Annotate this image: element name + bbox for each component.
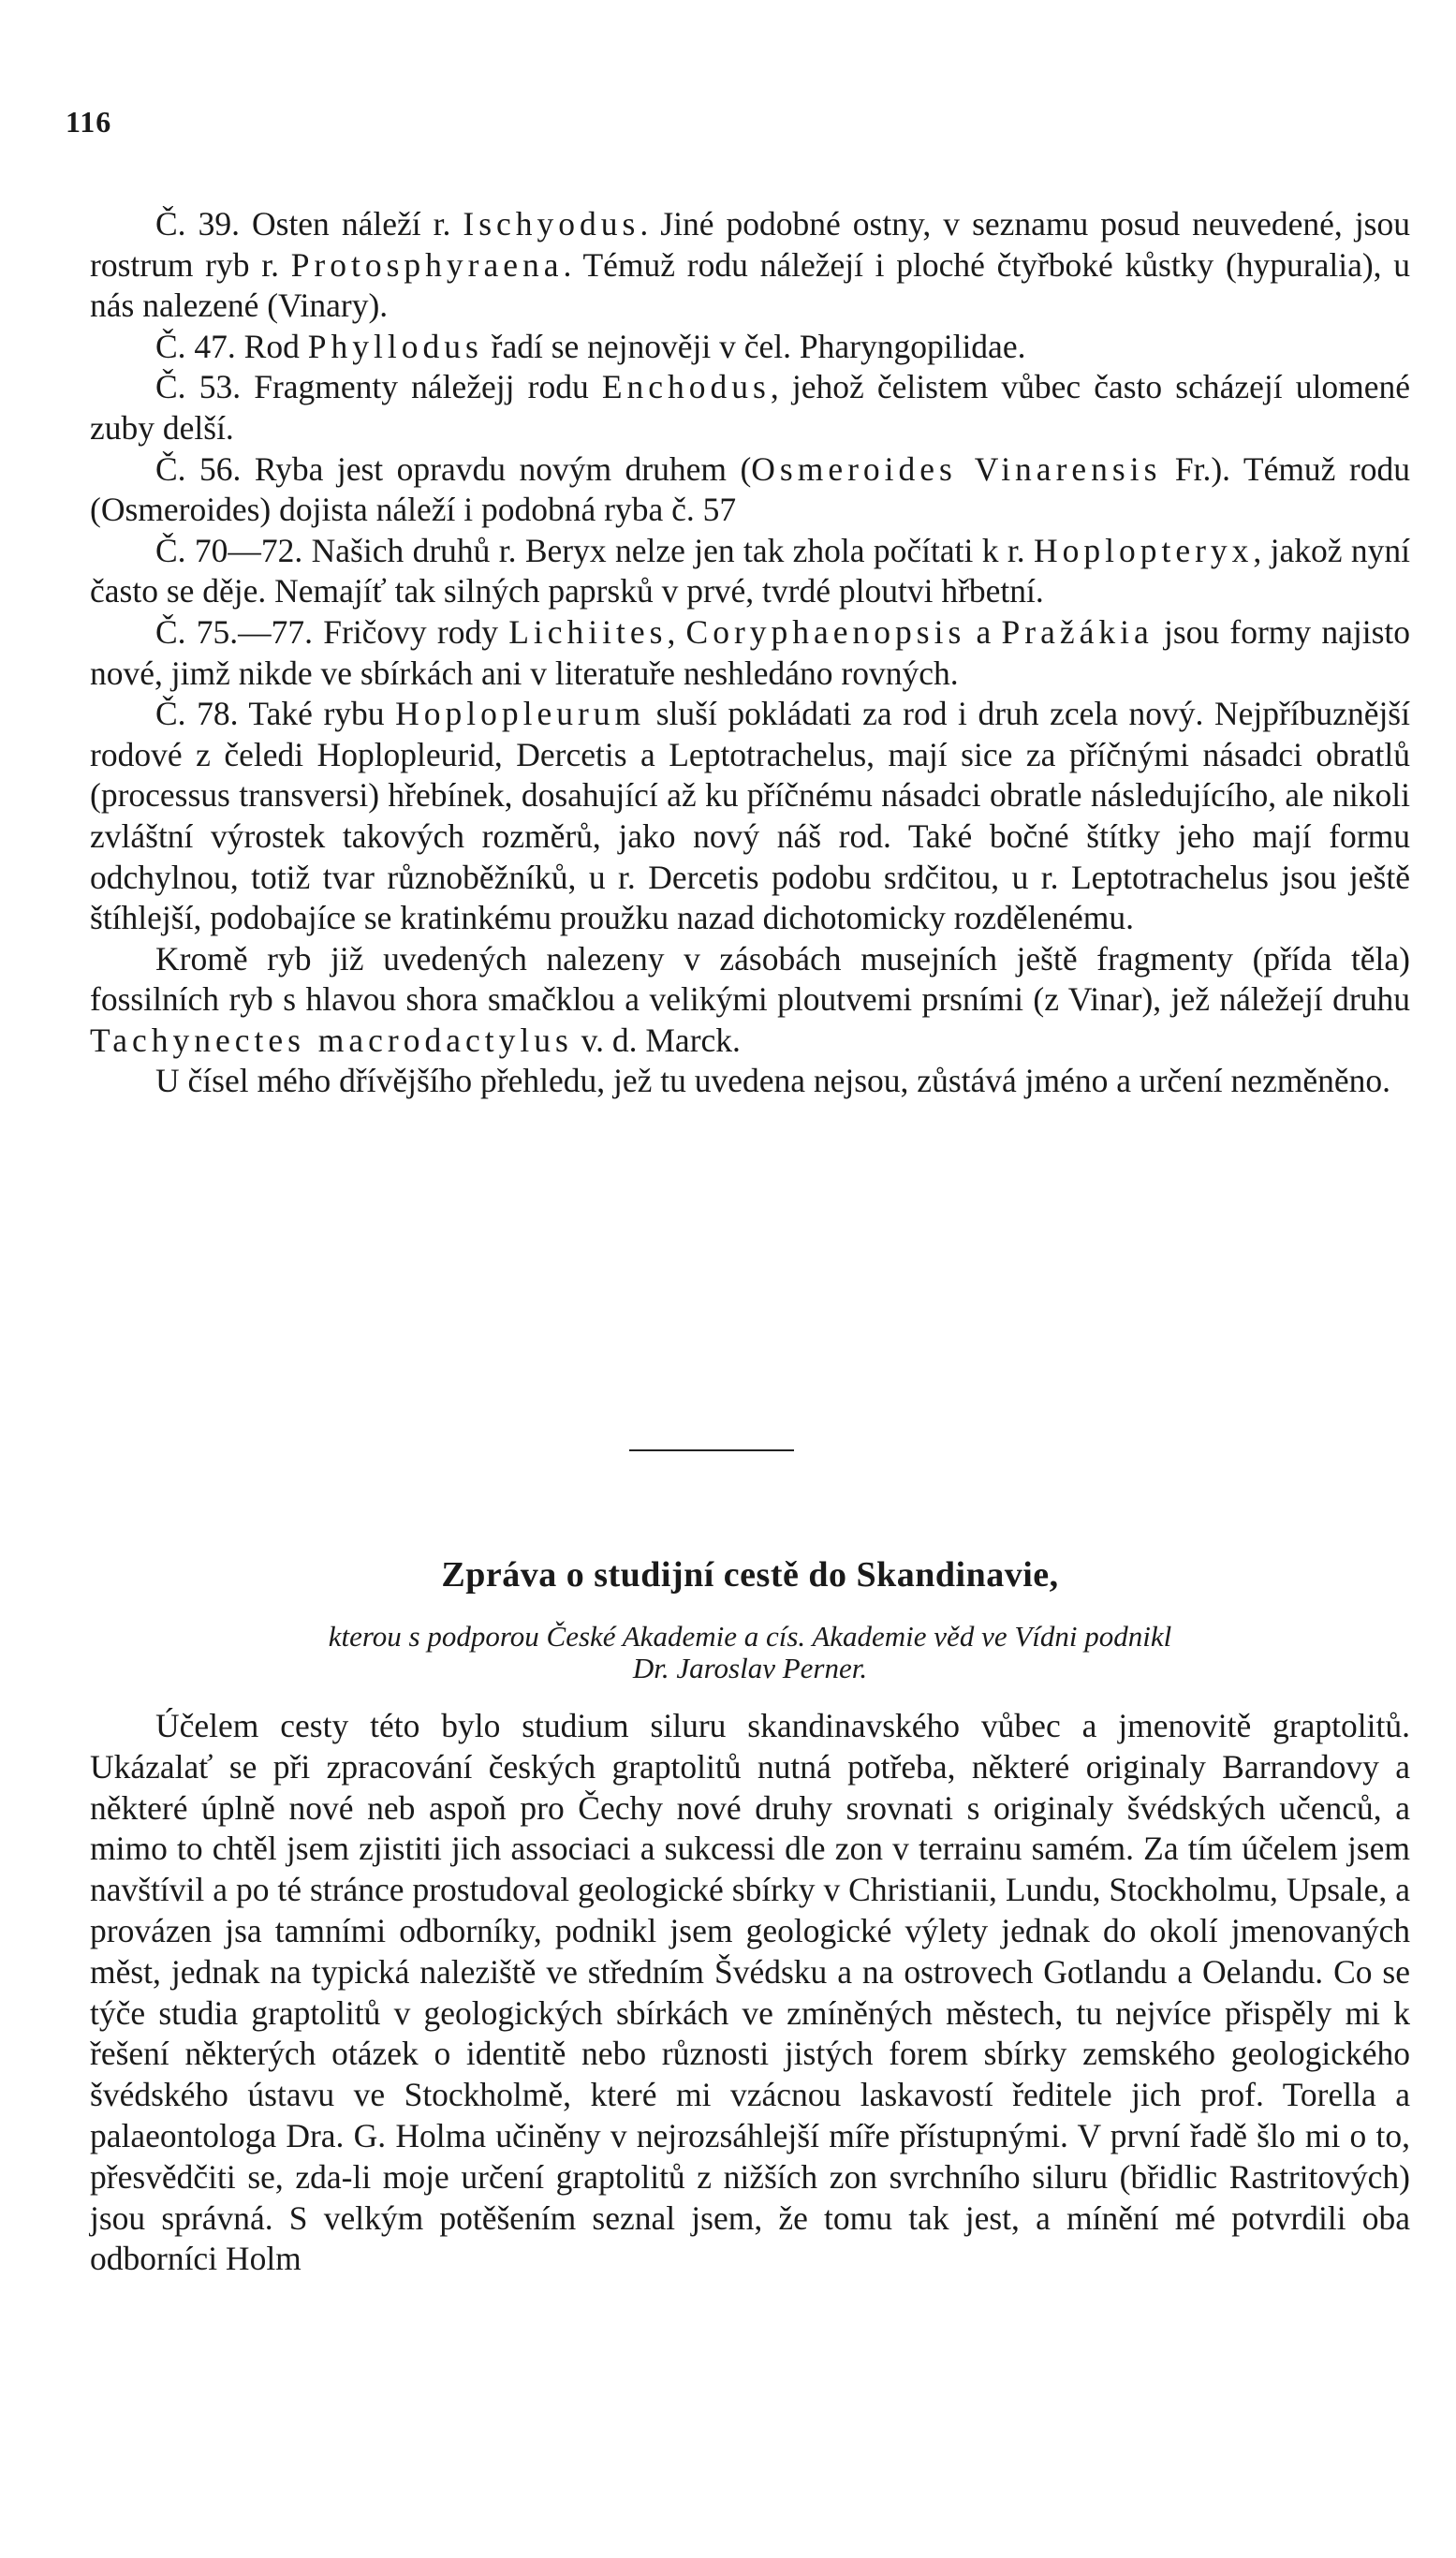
paragraph <box>90 1061 1410 1102</box>
text-run: Č. 56. Ryba jest opravdu novým druhem ( <box>155 449 752 488</box>
text-run: Fr.). Témuž rodu (Osmeroides) dojista náleží i podobná ryba č. 57 <box>90 449 1410 529</box>
spaced-term: Hoplopleurum <box>395 695 646 733</box>
text-run: Č. 47. Rod <box>155 327 308 365</box>
page-number: 116 <box>66 105 112 139</box>
text-run: a <box>965 612 1002 651</box>
text-run: , <box>667 612 686 651</box>
text-run: Kromě ryb již uvedených nalezeny v zásobách musejních ještě fragmenty (přída těla) fossilních ryb s hlavou shora smačklou a velikými ploutvemi prsními (z Vinar), jež náležejí druhu <box>90 939 1410 1019</box>
text-run: Č. 39. Osten náleží r. <box>155 205 463 243</box>
text-run: Účelem cesty této bylo studium siluru skandinavského vůbec a jmenovitě graptolitů. Ukázalať se při zpracování českých graptolitů nutná potřeba, některé originaly Barrandovy a některé úplně nové neb aspoň pro Čechy nové druhy srovnati s originaly švédských učenců, a mimo to chtěl jsem zjistiti jich associaci a sukcessi dle zon v terrainu samém. Za tím účelem jsem navštívil a po té stránce prostudoval geologické sbírky v Christianii, Lundu, Stockholmu, Upsale, a provázen jsa tamními odborníky, podnikl jsem geologické výlety jednak do okolí jmenovaných měst, jednak na typická naleziště ve středním Švédsku a na ostrovech Gotlandu a Oelandu. Co se týče studia graptolitů v geologických sbírkách ve zmíněných městech, tu nejvíce přispěly mi k řešení některých otázek o identitě nebo různosti jistých forem sbírky zemského geologického švédského ústavu ve Stockholmě, které mi vzácnou laskavostí ředitele jich prof. Torella a palaeontologa Dra. G. Holma učiněny v nejrozsáhlejší míře přístupnými. V první řadě šlo mi o to, přesvědčiti se, zda-li moje určení graptolitů z nižších zon svrchního siluru (břidlic Rastritových) jsou správná. S velkým potěšením seznal jsem, že tomu tak jest, a mínění mé potvrdili oba odborníci Holm <box>90 1707 1410 2278</box>
paragraph <box>90 327 1410 368</box>
spaced-term: Osmeroides Vinarensis <box>751 449 1162 488</box>
text-run: . Témuž rodu náležejí i ploché čtyřboké kůstky (hypuralia), u nás nalezené (Vinary). <box>90 245 1410 325</box>
text-run: , jakož nyní často se děje. Nemajíť tak silných paprsků v prvé, tvrdé ploutvi hřbetní. <box>90 531 1410 610</box>
text-run: Č. 78. Také rybu <box>155 695 396 733</box>
paragraph <box>90 204 1410 327</box>
spaced-term: Hoplopteryx <box>1033 531 1254 569</box>
text-run: , jehož čelistem vůbec často scházejí ulomené zuby delší. <box>90 368 1410 447</box>
spaced-term: Protosphyraena <box>290 245 564 284</box>
text-run: v. d. Marck. <box>572 1021 741 1059</box>
article-body <box>90 1706 1410 2280</box>
text-run: řadí se nejnověji v čel. Pharyngopilidae. <box>482 327 1026 365</box>
spaced-term: Lichiites <box>508 612 668 651</box>
article-subtitle-line1: kterou s podporou České Akademie a cís. Akademie věd ve Vídni podnikl <box>328 1620 1172 1653</box>
text-run: U čísel mého dřívějšího přehledu, jež tu uvedena nejsou, zůstává jméno a určení nezměněno. <box>155 1062 1390 1100</box>
spaced-term: Tachynectes macrodactylus <box>90 1021 573 1059</box>
paragraph <box>90 1706 1410 2280</box>
text-run: Č. 53. Fragmenty náležejj rodu <box>155 368 602 406</box>
section-divider <box>629 1449 794 1451</box>
paragraph <box>90 531 1410 612</box>
paragraph <box>90 367 1410 448</box>
upper-section <box>90 204 1410 1102</box>
text-run: sluší pokládati za rod i druh zcela nový. Nejpříbuznější rodové z čeledi Hoplopleurid, Dercetis a Leptotrachelus, mají sice za příčnými násadci obratlů (processus transversi) hřebínek, dosahující až ku příčnému násadci obratle následujícího, ale nikoli zvláštní výrostek takových rozměrů, jako nový náš rod. Také bočné štítky jeho mají formu odchylnou, totiž tvar různoběžníků, u r. Dercetis podobu srdčitou, u r. Leptotrachelus jsou ještě štíhlejší, podobajíce se kratinkému proužku nazad dichotomicky rozdělenému. <box>90 695 1410 937</box>
spaced-term: Ischyodus <box>463 205 640 243</box>
paragraph <box>90 939 1410 1062</box>
spaced-term: Coryphaenopsis <box>685 612 966 651</box>
text-run: Č. 75.—77. Fričovy rody <box>155 612 509 651</box>
paragraph <box>90 694 1410 939</box>
text-run: Č. 70—72. Našich druhů r. Beryx nelze jen tak zhola počítati k r. <box>155 531 1034 569</box>
spaced-term: Phyllodus <box>307 327 483 365</box>
article-author: Dr. Jaroslav Perner. <box>632 1652 868 1684</box>
text-run: . Jiné podobné ostny, v seznamu posud neuvedené, jsou rostrum ryb r. <box>90 205 1410 284</box>
spaced-term: Pražákia <box>1001 612 1154 651</box>
paragraph <box>90 449 1410 531</box>
text-run: jsou formy najisto nové, jimž nikde ve sbírkách ani v literatuře neshledáno rovných. <box>90 612 1411 692</box>
spaced-term: Enchodus <box>601 368 771 406</box>
paragraph <box>90 612 1410 694</box>
article-title: Zpráva o studijní cestě do Skandinavie, <box>441 1555 1059 1595</box>
